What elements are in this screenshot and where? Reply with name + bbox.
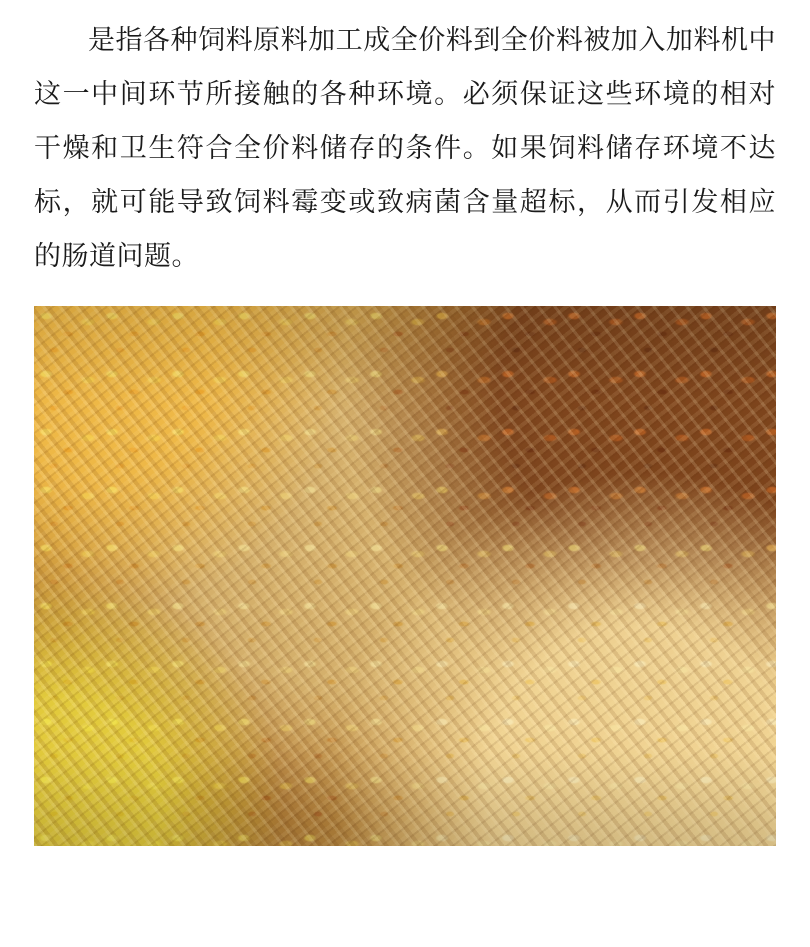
article-body	[0, 0, 810, 284]
article-paragraph: 是指各种饲料原料加工成全价料到全价料被加入加料机中这一中间环节所接触的各种环境。必须保证这些环境的相对干燥和卫生符合全价料储存的条件。如果饲料储存环境不达标，就可能导致饲料霉变或致病菌含量超标，从而引发相应的肠道问题。	[34, 25, 776, 272]
grain-photo-figure	[34, 306, 776, 846]
grain-photo-shading-overlay	[34, 306, 776, 846]
